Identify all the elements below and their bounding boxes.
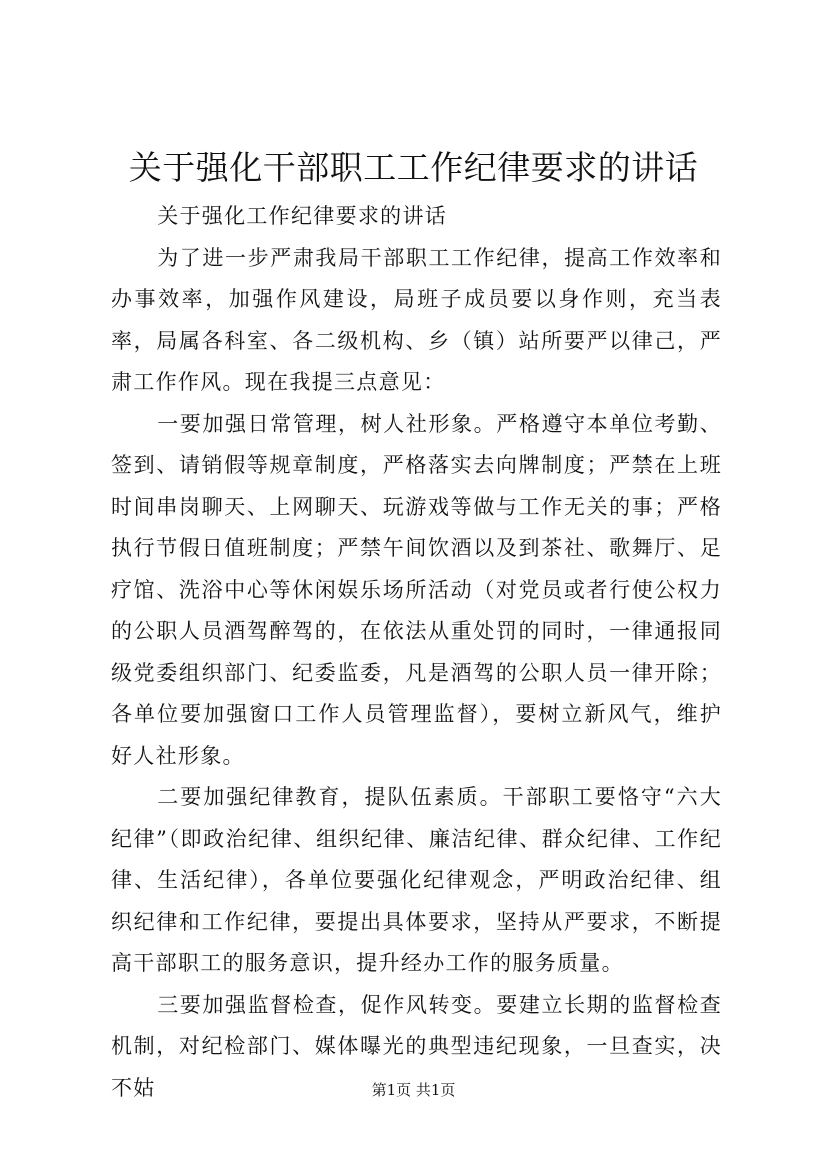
subtitle-paragraph: 关于强化工作纪律要求的讲话 xyxy=(157,204,448,228)
page-footer: 第1页 共1页 xyxy=(371,1081,456,1099)
point-three-paragraph: 三要加强监督检查，促作风转变。要建立长期的监督检查机制，对纪检部门、媒体曝光的典型违纪现象，一旦查实，决不姑 xyxy=(111,992,722,1100)
document-title: 关于强化干部职工工作纪律要求的讲话 xyxy=(128,148,699,187)
document-body xyxy=(111,196,722,1109)
point-two-paragraph: 二要加强纪律教育，提队伍素质。干部职工要恪守“六大纪律”（即政治纪律、组织纪律、廉洁纪律、群众纪律、工作纪律、生活纪律），各单位要强化纪律观念，严明政治纪律、组织纪律和工作纪律，要提出具体要求，坚持从严要求，不断提高干部职工的服务意识，提升经办工作的服务质量。 xyxy=(111,785,722,975)
point-one-paragraph: 一要加强日常管理，树人社形象。严格遵守本单位考勤、签到、请销假等规章制度，严格落实去向牌制度；严禁在上班时间串岗聊天、上网聊天、玩游戏等做与工作无关的事；严格执行节假日值班制度；严禁午间饮酒以及到茶社、歌舞厅、足疗馆、洗浴中心等休闲娱乐场所活动（对党员或者行使公权力的公职人员酒驾醉驾的，在依法从重处罚的同时，一律通报同级党委组织部门、纪委监委，凡是酒驾的公职人员一律开除；各单位要加强窗口工作人员管理监督），要树立新风气，维护好人社形象。 xyxy=(111,411,722,768)
intro-paragraph: 为了进一步严肃我局干部职工工作纪律，提高工作效率和办事效率，加强作风建设，局班子成员要以身作则，充当表率，局属各科室、各二级机构、乡（镇）站所要严以律己，严肃工作作风。现在我提三点意见： xyxy=(111,245,722,394)
